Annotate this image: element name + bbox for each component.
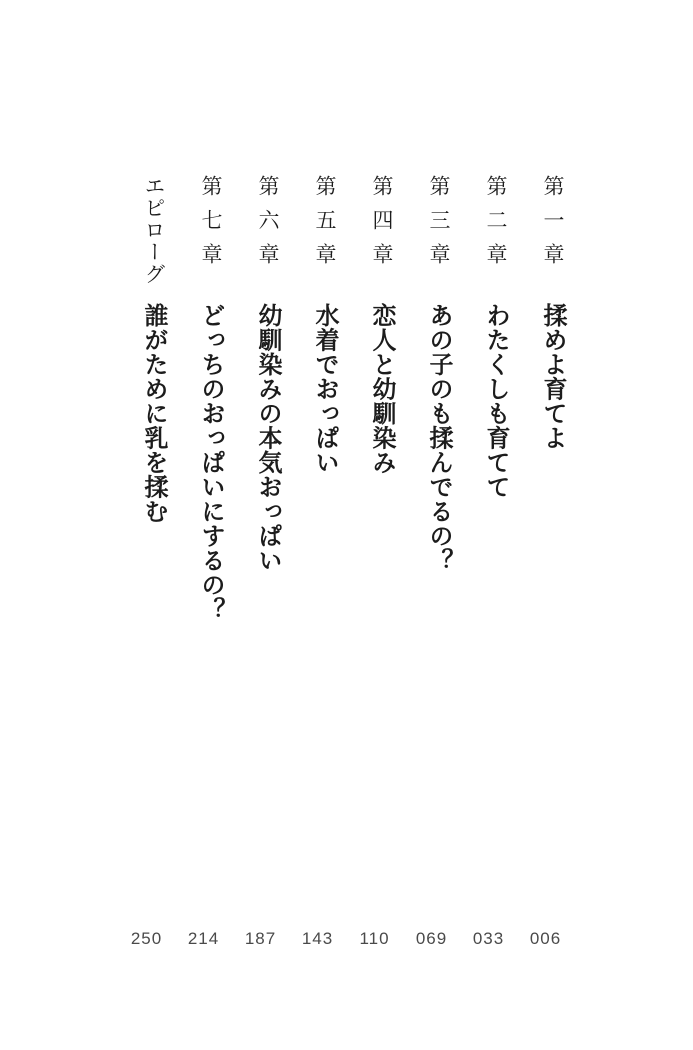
chapter-number-label: 第三章 bbox=[427, 175, 451, 277]
page-number: 006 bbox=[529, 929, 562, 948]
chapter-title: わたくしも育てて bbox=[482, 303, 511, 499]
page-number: 214 bbox=[187, 929, 220, 948]
toc-entry-chapter-7 bbox=[197, 175, 226, 622]
page-number: 143 bbox=[301, 929, 334, 948]
chapter-number-label: 第二章 bbox=[484, 175, 508, 277]
chapter-number-label: エピローグ bbox=[142, 175, 166, 285]
page-number: 250 bbox=[130, 929, 163, 948]
toc-entry-chapter-6 bbox=[254, 175, 283, 622]
page-number: 033 bbox=[472, 929, 505, 948]
toc-entry-chapter-2 bbox=[482, 175, 511, 622]
chapter-title: どっちのおっぱいにするの？ bbox=[197, 303, 226, 622]
toc-entry-chapter-5 bbox=[311, 175, 340, 622]
chapter-title: 恋人と幼馴染み bbox=[368, 303, 397, 475]
chapter-number-label: 第四章 bbox=[370, 175, 394, 277]
toc-entry-chapter-1 bbox=[539, 175, 568, 622]
chapter-title: 揉めよ育てよ bbox=[539, 303, 568, 450]
toc-entry-chapter-4 bbox=[368, 175, 397, 622]
page-number: 069 bbox=[415, 929, 448, 948]
page-number-row bbox=[118, 929, 574, 949]
chapter-number-label: 第五章 bbox=[313, 175, 337, 277]
page-number: 187 bbox=[244, 929, 277, 948]
chapter-title: あの子のも揉んでるの？ bbox=[425, 303, 454, 573]
page-number: 110 bbox=[359, 929, 390, 948]
toc-entry-epilogue bbox=[140, 175, 169, 622]
toc-column-list bbox=[140, 175, 568, 622]
chapter-title: 水着でおっぱい bbox=[311, 303, 340, 475]
chapter-title: 幼馴染みの本気おっぱい bbox=[254, 303, 283, 573]
toc-entry-chapter-3 bbox=[425, 175, 454, 622]
chapter-number-label: 第七章 bbox=[199, 175, 223, 277]
chapter-number-label: 第六章 bbox=[256, 175, 280, 277]
chapter-title: 誰がために乳を揉む bbox=[140, 303, 169, 524]
chapter-number-label: 第一章 bbox=[541, 175, 565, 277]
